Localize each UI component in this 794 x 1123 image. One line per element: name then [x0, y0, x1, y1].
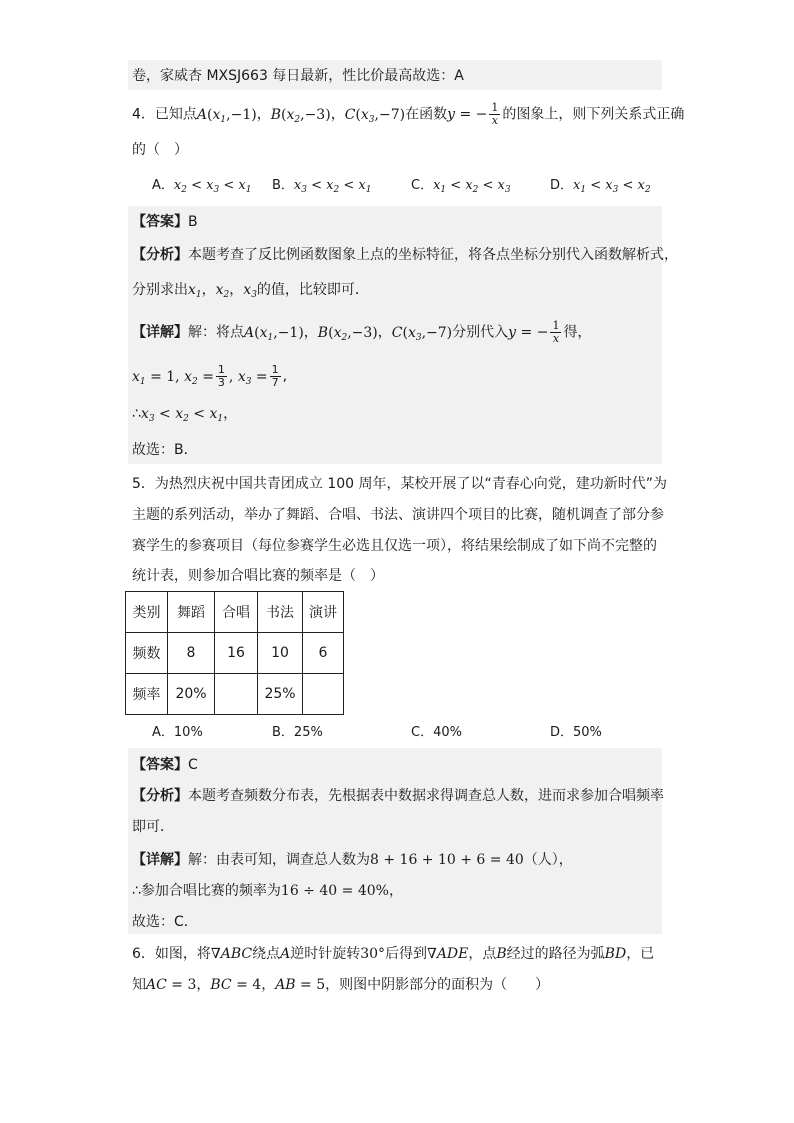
q4-stem-line-2: 的（ ） — [132, 142, 188, 158]
q4-conclusion: 故选：B． — [132, 442, 198, 458]
q5-stem-line-3: 赛学生的参赛项目（每位参赛学生必选且仅选一项），将结果绘制成了如下尚不完整的 — [132, 538, 657, 554]
q4-option-d[interactable]: D．$x_1 < x_3 < x_2$ — [550, 178, 651, 195]
fraction-1-over-x: $\frac{1}{x}$ — [552, 319, 560, 345]
table-cell: 25% — [258, 674, 303, 715]
q4-stem-line-1: 4．已知点$A(x_1,-1)$，$B(x_2,-3)$，$C(x_3,-7)$在函数y = − $\frac{1}{x}$ 的图象上，则下列关系式正确 — [132, 101, 685, 127]
q5-detail-line-2: ∴参加合唱比赛的频率为16 ÷ 40 = 40%， — [132, 883, 403, 899]
q4-option-c[interactable]: C．$x_1 < x_2 < x_3$ — [411, 178, 511, 195]
q6-stem-line-2: 知AC = 3，BC = 4，AB = 5，则图中阴影部分的面积为（ ） — [132, 977, 550, 993]
table-cell: 20% — [168, 674, 215, 715]
q5-analysis-line-1: 【分析】本题考查频数分布表，先根据表中数据求得调查总人数，进而求参加合唱频率 — [132, 788, 664, 804]
table-cell — [215, 674, 258, 715]
table-cell: 频率 — [126, 674, 168, 715]
table-cell — [303, 674, 344, 715]
fraction-1-over-x: $\frac{1}{x}$ — [491, 101, 499, 127]
q5-analysis-line-2: 即可． — [132, 819, 174, 835]
table-cell: 舞蹈 — [168, 592, 215, 633]
q6-stem-line-1: 6．如图，将∇ABC绕点A逆时针旋转30°后得到∇ADE，点B经过的路径为弧BD，已 — [132, 946, 655, 962]
table-cell: 合唱 — [215, 592, 258, 633]
q4-analysis-line-1: 【分析】本题考查了反比例函数图象上点的坐标特征，将各点坐标分别代入函数解析式， — [132, 247, 678, 263]
q4-analysis-line-2: 分别求出$x_1$，$x_2$，$x_3$的值，比较即可． — [132, 282, 369, 300]
table-cell: 10 — [258, 633, 303, 674]
q5-conclusion: 故选：C． — [132, 914, 198, 930]
q5-option-c[interactable]: C．40% — [411, 725, 462, 740]
table-cell: 演讲 — [303, 592, 344, 633]
fraction-1-over-3: $\frac{1}{3}$ — [217, 363, 225, 389]
table-cell: 频数 — [126, 633, 168, 674]
table-cell: 8 — [168, 633, 215, 674]
table-row — [126, 633, 344, 674]
q4-answer-line: 【答案】B — [132, 214, 198, 230]
q5-stem-line-2: 主题的系列活动，举办了舞蹈、合唱、书法、演讲四个项目的比赛，随机调查了部分参 — [132, 507, 664, 523]
q5-option-b[interactable]: B．25% — [272, 725, 323, 740]
q5-option-a[interactable]: A．10% — [152, 725, 203, 740]
q5-answer-line: 【答案】C — [132, 757, 198, 773]
q4-detail-line-2: $x_1 = 1$, $x_2$ = $\frac{1}{3}$ , $x_3$ = $\frac{1}{7}$ , — [132, 363, 288, 389]
fraction-1-over-7: $\frac{1}{7}$ — [271, 363, 279, 389]
table-cell: 类别 — [126, 592, 168, 633]
q4-option-b[interactable]: B．$x_3 < x_2 < x_1$ — [272, 178, 372, 195]
frequency-table — [125, 591, 344, 715]
table-cell: 6 — [303, 633, 344, 674]
q5-stem-line-4: 统计表，则参加合唱比赛的频率是（ ） — [132, 568, 384, 584]
answer-shade-q5 — [128, 748, 662, 934]
q5-detail-line-1: 【详解】解：由表可知，调查总人数为8 + 16 + 10 + 6 = 40（人）， — [132, 852, 573, 868]
q4-detail-line-1: 【详解】解：将点$A(x_1,-1)$，$B(x_2,-3)$，$C(x_3,-7)$分别代入y = − $\frac{1}{x}$ 得， — [132, 319, 592, 345]
q4-option-a[interactable]: A．$x_2 < x_3 < x_1$ — [152, 178, 252, 195]
q5-option-d[interactable]: D．50% — [550, 725, 602, 740]
table-cell: 书法 — [258, 592, 303, 633]
q5-stem-line-1: 5．为热烈庆祝中国共青团成立 100 周年，某校开展了以“青春心向党，建功新时代”为 — [132, 476, 668, 492]
table-cell: 16 — [215, 633, 258, 674]
table-row — [126, 592, 344, 633]
table-row — [126, 674, 344, 715]
q4-detail-line-3: $\therefore x_3 < x_2 < x_1$， — [132, 406, 238, 424]
q3-tail-line: 卷，家威杏 MXSJ663 每日最新，性比价最高故选：A — [132, 68, 464, 84]
